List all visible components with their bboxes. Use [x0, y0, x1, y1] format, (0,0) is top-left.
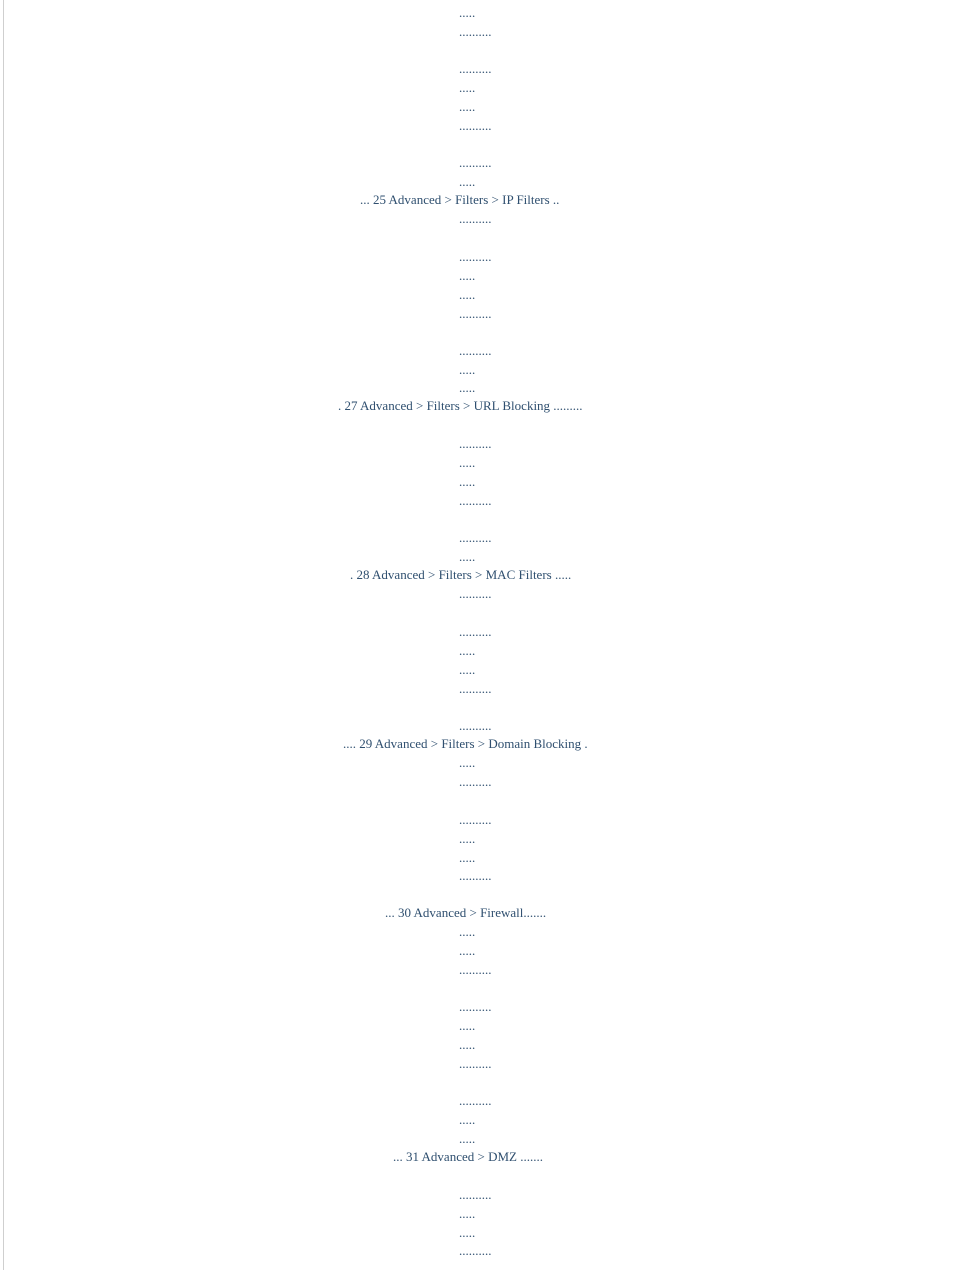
dot-leader: ..... — [459, 831, 476, 846]
dot-leader: .......... — [459, 249, 492, 264]
dot-leader: .......... — [459, 681, 492, 696]
dot-leader: .......... — [459, 1056, 492, 1071]
dot-leader: .......... — [459, 774, 492, 789]
dot-leader: .......... — [459, 1243, 492, 1258]
dot-leader: .......... — [459, 1093, 492, 1108]
toc-entry-dmz[interactable]: ... 31 Advanced > DMZ ....... — [393, 1149, 543, 1164]
dot-leader: .......... — [459, 962, 492, 977]
dot-leader: .......... — [459, 868, 492, 883]
dot-leader: ..... — [459, 268, 476, 283]
dot-leader: .......... — [459, 493, 492, 508]
dot-leader: ..... — [459, 1131, 476, 1146]
dot-leader: .......... — [459, 155, 492, 170]
dot-leader: ..... — [459, 549, 476, 564]
dot-leader: .......... — [459, 1187, 492, 1202]
dot-leader: .......... — [459, 624, 492, 639]
dot-leader: ..... — [459, 1018, 476, 1033]
dot-leader: .......... — [459, 343, 492, 358]
dot-leader: ..... — [459, 99, 476, 114]
page-left-border — [3, 0, 4, 1270]
toc-entry-firewall[interactable]: ... 30 Advanced > Firewall....... — [385, 905, 547, 920]
dot-leader: .......... — [459, 118, 492, 133]
dot-leader: ..... — [459, 850, 476, 865]
dot-leader: .......... — [459, 586, 492, 601]
dot-leader: ..... — [459, 174, 476, 189]
dot-leader: ..... — [459, 5, 476, 20]
dot-leader: ..... — [459, 80, 476, 95]
dot-leader: .......... — [459, 211, 492, 226]
dot-leader: ..... — [459, 1225, 476, 1240]
toc-entry-mac-filters[interactable]: . 28 Advanced > Filters > MAC Filters ..... — [350, 567, 572, 582]
dot-leader: .......... — [459, 718, 492, 733]
toc-entry-url-blocking[interactable]: . 27 Advanced > Filters > URL Blocking ......... — [338, 398, 583, 413]
dot-leader: ..... — [459, 643, 476, 658]
dot-leader: .......... — [459, 530, 492, 545]
dot-leader: ..... — [459, 455, 476, 470]
dot-leader: ..... — [459, 287, 476, 302]
dot-leader: ..... — [459, 924, 476, 939]
dot-leader: ..... — [459, 755, 476, 770]
dot-leader: .......... — [459, 306, 492, 321]
dot-leader: ..... — [459, 1112, 476, 1127]
dot-leader: .......... — [459, 24, 492, 39]
dot-leader: ..... — [459, 662, 476, 677]
dot-leader: ..... — [459, 1206, 476, 1221]
dot-leader: ..... — [459, 1037, 476, 1052]
dot-leader: ..... — [459, 362, 476, 377]
dot-leader: .......... — [459, 436, 492, 451]
dot-leader: ..... — [459, 474, 476, 489]
toc-entry-domain-blocking[interactable]: .... 29 Advanced > Filters > Domain Blocking . — [343, 736, 588, 751]
dot-leader: .......... — [459, 61, 492, 76]
dot-leader: .......... — [459, 999, 492, 1014]
dot-leader: .......... — [459, 812, 492, 827]
toc-entry-ip-filters[interactable]: ... 25 Advanced > Filters > IP Filters .. — [360, 192, 560, 207]
dot-leader: ..... — [459, 943, 476, 958]
dot-leader: ..... — [459, 380, 476, 395]
